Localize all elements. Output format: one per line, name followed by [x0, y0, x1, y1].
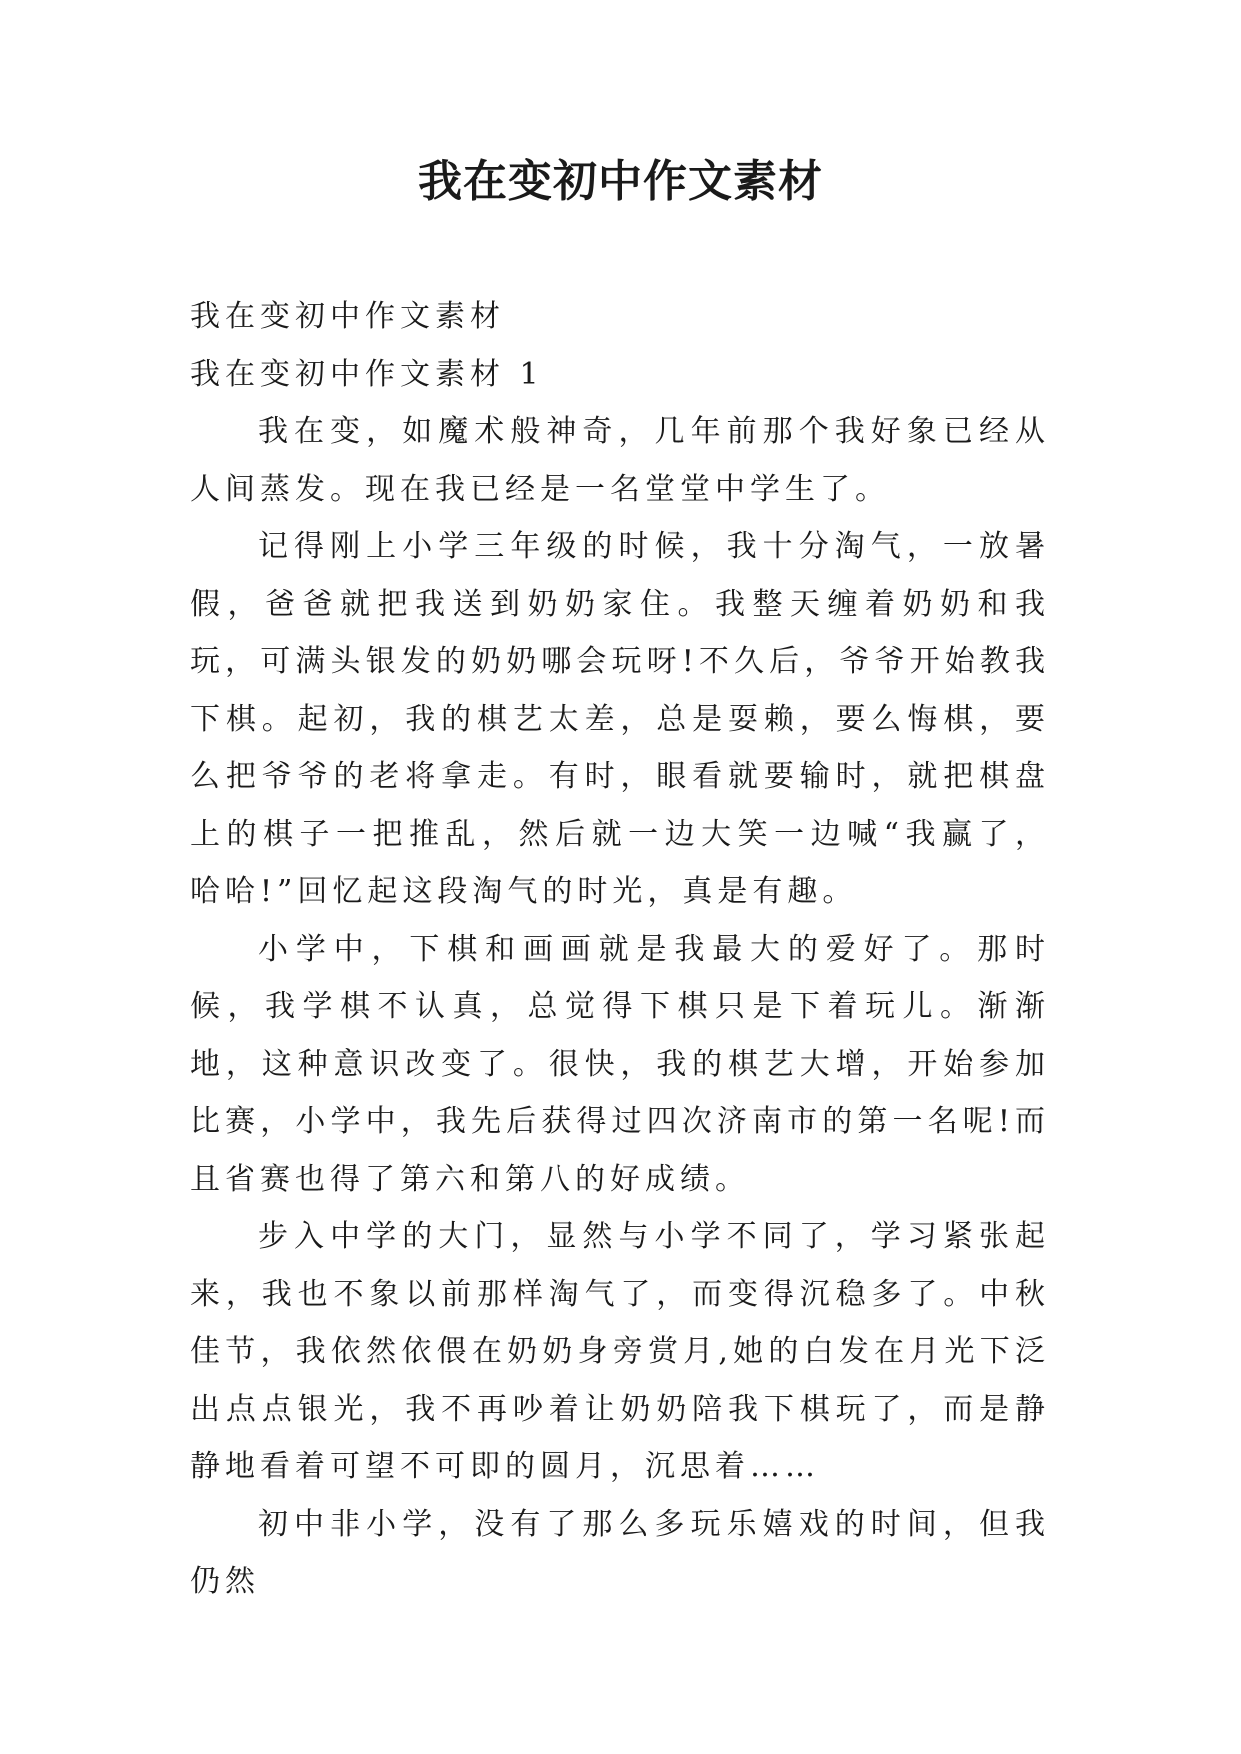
body-paragraph: 小学中，下棋和画画就是我最大的爱好了。那时候，我学棋不认真，总觉得下棋只是下着玩儿。渐渐地，这种意识改变了。很快，我的棋艺大增，开始参加比赛，小学中，我先后获得过四次济南市的第一名呢!而且省赛也得了第六和第八的好成绩。 [190, 931, 1050, 1197]
document-title: 我在变初中作文素材 [418, 156, 823, 207]
body-paragraph: 我在变，如魔术般神奇，几年前那个我好象已经从人间蒸发。现在我已经是一名堂堂中学生了。 [190, 414, 1050, 507]
body-paragraph: 初中非小学，没有了那么多玩乐嬉戏的时间，但我仍然 [190, 1506, 1050, 1599]
body-paragraph: 记得刚上小学三年级的时候，我十分淘气，一放暑假，爸爸就把我送到奶奶家住。我整天缠着奶奶和我玩，可满头银发的奶奶哪会玩呀!不久后，爷爷开始教我下棋。起初，我的棋艺太差，总是耍赖，要么悔棋，要么把爷爷的老将拿走。有时，眼看就要输时，就把棋盘上的棋子一把推乱，然后就一边大笑一边喊“我赢了，哈哈!”回忆起这段淘气的时光，真是有趣。 [190, 529, 1050, 909]
document-subtitle: 我在变初中作文素材 [190, 299, 505, 334]
body-paragraph: 步入中学的大门，显然与小学不同了，学习紧张起来，我也不象以前那样淘气了，而变得沉稳多了。中秋佳节，我依然依偎在奶奶身旁赏月,她的白发在月光下泛出点点银光，我不再吵着让奶奶陪我下棋玩了，而是静静地看着可望不可即的圆月，沉思着…… [190, 1219, 1050, 1484]
document-body [190, 288, 1050, 1611]
section-heading: 我在变初中作文素材 1 [190, 356, 544, 392]
